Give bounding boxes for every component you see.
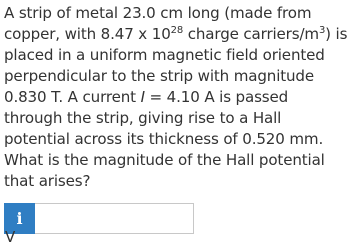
exponent-28: 28 bbox=[170, 25, 184, 36]
question-part-1: A strip of metal 23.0 cm long (made from copper, with 8.47 x 10 bbox=[4, 4, 312, 43]
current-symbol: I bbox=[140, 88, 145, 106]
unit-label: V bbox=[5, 228, 16, 246]
question-text bbox=[4, 3, 348, 192]
question-part-2: charge carriers/m bbox=[183, 25, 319, 43]
info-icon: i bbox=[16, 209, 23, 228]
question-part-3: ) is placed in a uniform magnetic field oriented perpendicular to the strip with magnitude 0.830 T. A current bbox=[4, 25, 348, 106]
question-part-4: = 4.10 A is passed through the strip, giving rise to a Hall potential across its thickness of 0.520 mm. What is the magnitude of the Hall potential that arises? bbox=[4, 88, 325, 190]
answer-row bbox=[4, 203, 194, 234]
exponent-3: 3 bbox=[318, 25, 326, 36]
answer-input[interactable] bbox=[35, 203, 194, 234]
